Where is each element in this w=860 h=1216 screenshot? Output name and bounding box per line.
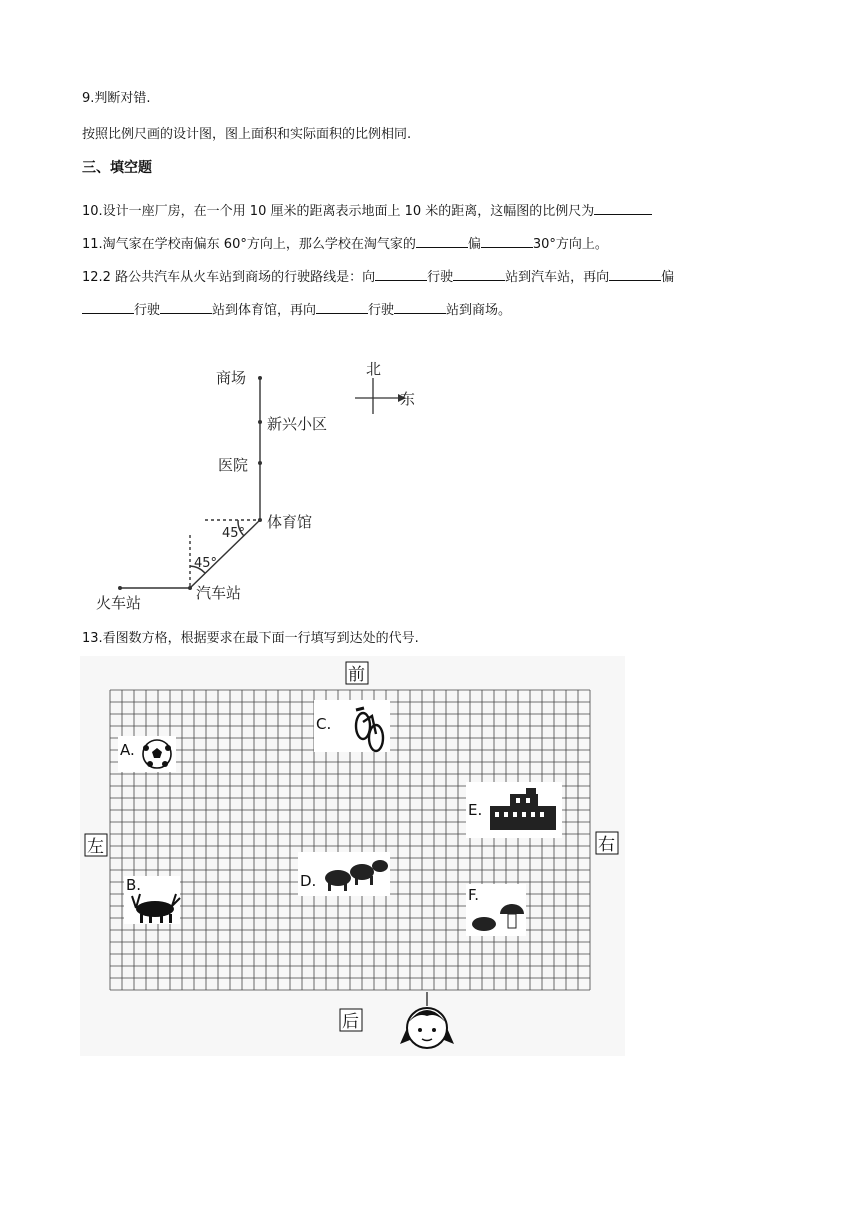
marker-label-b: B. [126,876,142,894]
direction-back: 后 [342,1012,359,1032]
q11-text-2: 偏 [467,237,481,252]
stop-dot [258,461,262,465]
q12-text-8: 站到商场。 [446,303,512,318]
q11-text-1: 11.淘气家在学校南偏东 60°方向上，那么学校在淘气家的 [82,237,416,252]
q12-text-2: 行驶 [427,270,454,285]
q10-text: 10.设计一座厂房，在一个用 10 厘米的距离表示地面上 10 米的距离，这幅图的比例尺为 [82,204,595,219]
answer-blank[interactable] [609,268,661,281]
q9-statement: 按照比例尺画的设计图，图上面积和实际面积的比例相同. [82,127,412,142]
answer-blank[interactable] [416,235,468,248]
answer-blank[interactable] [594,202,652,215]
q12-text-5: 行驶 [134,303,161,318]
compass-east-label: 东 [400,390,416,408]
q13-text: 13.看图数方格，根据要求在最下面一行填写到达处的代号. [82,631,419,646]
stop-label-train-station: 火车站 [96,594,142,612]
marker-label-a: A. [120,741,135,759]
q11-text-3: 30°方向上。 [532,237,608,252]
direction-right: 右 [598,835,615,855]
answer-blank[interactable] [160,301,212,314]
marker-label-c: C. [316,715,332,733]
marker-d [298,852,390,896]
marker-e [466,782,562,838]
marker-label-d: D. [300,872,317,890]
q12-text-7: 行驶 [368,303,395,318]
soccer-ball-icon [143,740,171,768]
angle-label: 45° [222,526,246,541]
answer-blank[interactable] [453,268,505,281]
section-heading: 三、填空题 [82,160,152,176]
stop-label-bus-station: 汽车站 [196,584,242,602]
q12-text-4: 偏 [661,270,675,285]
compass [355,360,415,414]
q12-text-1: 12.2 路公共汽车从火车站到商场的行驶路线是：向 [82,270,376,285]
q9-title: 9.判断对错. [82,91,151,106]
stop-label-mall: 商场 [216,369,247,387]
q11-line [82,235,608,254]
marker-c [314,700,390,752]
q12-line-2 [82,301,511,320]
route-line [120,378,260,588]
q12-text-6: 站到体育馆，再向 [212,303,317,318]
stop-label-xinxing: 新兴小区 [267,415,328,433]
stop-dot [258,420,262,424]
compass-north-label: 北 [366,360,382,378]
stop-dot [188,586,192,590]
route-map [0,345,860,615]
marker-b [124,876,180,924]
direction-front: 前 [348,665,365,685]
q10-line [82,202,652,221]
q12-line-1 [82,268,674,287]
stop-dot [258,518,262,522]
stop-dot [118,586,122,590]
stop-label-stadium: 体育馆 [267,513,313,531]
marker-a [118,736,176,772]
direction-left: 左 [87,837,104,857]
answer-blank[interactable] [82,301,134,314]
answer-blank[interactable] [316,301,368,314]
marker-label-e: E. [468,801,483,819]
marker-label-f: F. [468,886,479,904]
answer-blank[interactable] [394,301,446,314]
q12-text-3: 站到汽车站，再向 [505,270,610,285]
answer-blank[interactable] [375,268,427,281]
marker-f [466,884,526,936]
stop-label-hospital: 医院 [218,456,249,474]
angle-label: 45° [194,556,218,571]
stop-dot [258,376,262,380]
answer-blank[interactable] [481,235,533,248]
grid-figure [80,656,625,1056]
